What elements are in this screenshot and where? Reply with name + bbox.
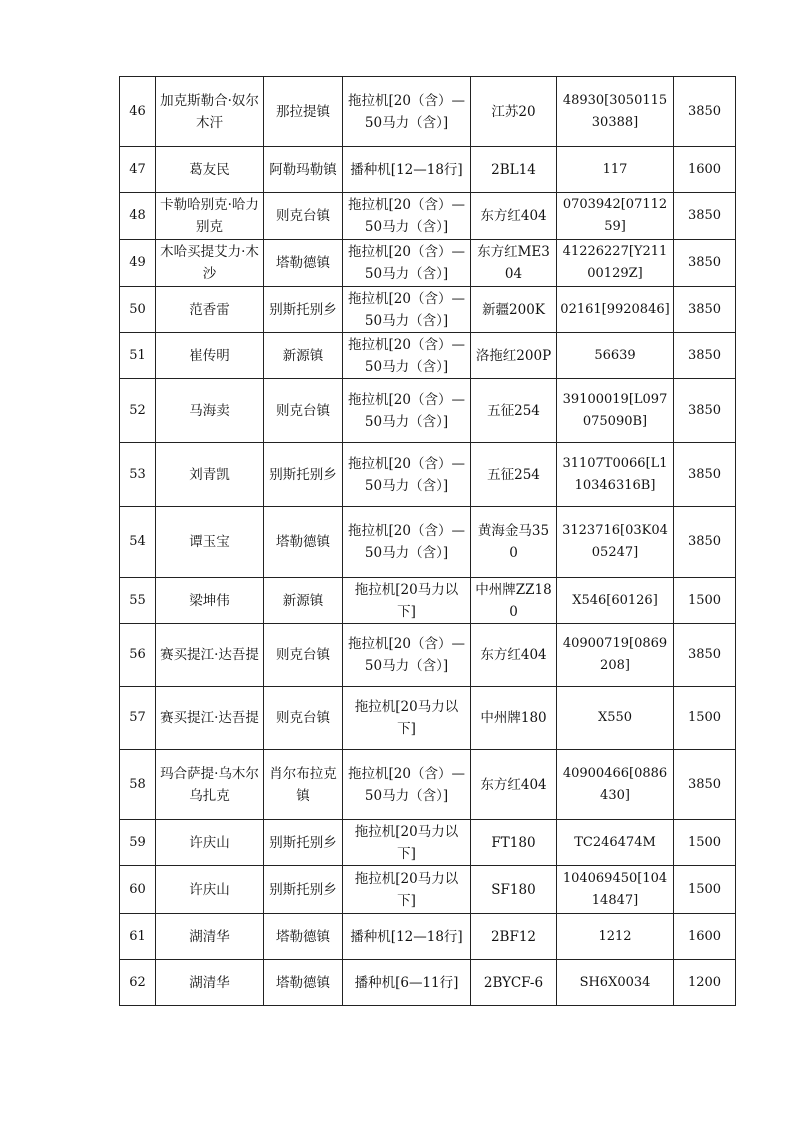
subsidy-amount-cell: 3850 [674,77,736,147]
serial-number-cell: 1212 [557,914,674,960]
model-cell: 五征254 [471,379,557,443]
subsidy-amount-cell: 3850 [674,379,736,443]
owner-name-cell: 玛合萨提·乌木尔乌扎克 [156,750,264,820]
machine-type-cell: 拖拉机[20（含）—50马力（含）] [343,507,471,578]
table-row [120,443,736,507]
row-number-cell: 55 [120,578,156,624]
machine-type-cell: 拖拉机[20（含）—50马力（含）] [343,287,471,333]
serial-number-cell: 02161[9920846] [557,287,674,333]
subsidy-amount-cell: 3850 [674,624,736,687]
serial-number-cell: X546[60126] [557,578,674,624]
machine-type-cell: 拖拉机[20（含）—50马力（含）] [343,333,471,379]
table-row [120,914,736,960]
row-number-cell: 47 [120,147,156,193]
owner-name-cell: 湖清华 [156,960,264,1006]
serial-number-cell: 39100019[L097075090B] [557,379,674,443]
town-cell: 肖尔布拉克镇 [264,750,343,820]
subsidy-amount-cell: 3850 [674,507,736,578]
owner-name-cell: 卡勒哈别克·哈力别克 [156,193,264,240]
town-cell: 塔勒德镇 [264,240,343,287]
table-row [120,333,736,379]
machine-type-cell: 拖拉机[20（含）—50马力（含）] [343,240,471,287]
serial-number-cell: SH6X0034 [557,960,674,1006]
row-number-cell: 53 [120,443,156,507]
serial-number-cell: 117 [557,147,674,193]
town-cell: 新源镇 [264,578,343,624]
row-number-cell: 49 [120,240,156,287]
model-cell: 东方红404 [471,193,557,240]
machine-type-cell: 播种机[12—18行] [343,914,471,960]
machine-type-cell: 拖拉机[20（含）—50马力（含）] [343,750,471,820]
machine-type-cell: 拖拉机[20（含）—50马力（含）] [343,193,471,240]
table-row [120,240,736,287]
machine-type-cell: 拖拉机[20（含）—50马力（含）] [343,443,471,507]
owner-name-cell: 赛买提江·达吾提 [156,624,264,687]
row-number-cell: 61 [120,914,156,960]
subsidy-amount-cell: 1500 [674,820,736,866]
table-row [120,624,736,687]
owner-name-cell: 刘青凯 [156,443,264,507]
town-cell: 新源镇 [264,333,343,379]
town-cell: 塔勒德镇 [264,507,343,578]
table-row [120,507,736,578]
town-cell: 别斯托别乡 [264,287,343,333]
town-cell: 别斯托别乡 [264,443,343,507]
model-cell: 东方红ME304 [471,240,557,287]
owner-name-cell: 木哈买提艾力·木沙 [156,240,264,287]
serial-number-cell: X550 [557,687,674,750]
town-cell: 则克台镇 [264,687,343,750]
owner-name-cell: 许庆山 [156,866,264,914]
row-number-cell: 52 [120,379,156,443]
model-cell: 新疆200K [471,287,557,333]
town-cell: 则克台镇 [264,379,343,443]
serial-number-cell: 31107T0066[L110346316B] [557,443,674,507]
owner-name-cell: 赛买提江·达吾提 [156,687,264,750]
owner-name-cell: 加克斯勒合·奴尔木汗 [156,77,264,147]
subsidy-amount-cell: 1600 [674,914,736,960]
row-number-cell: 48 [120,193,156,240]
subsidy-amount-cell: 1500 [674,866,736,914]
subsidy-amount-cell: 3850 [674,443,736,507]
model-cell: 黄海金马350 [471,507,557,578]
owner-name-cell: 葛友民 [156,147,264,193]
serial-number-cell: TC246474M [557,820,674,866]
table-row [120,750,736,820]
model-cell: FT180 [471,820,557,866]
subsidy-amount-cell: 1200 [674,960,736,1006]
model-cell: SF180 [471,866,557,914]
serial-number-cell: 3123716[03K0405247] [557,507,674,578]
row-number-cell: 62 [120,960,156,1006]
machine-type-cell: 播种机[6—11行] [343,960,471,1006]
model-cell: 五征254 [471,443,557,507]
model-cell: 中州牌180 [471,687,557,750]
owner-name-cell: 许庆山 [156,820,264,866]
row-number-cell: 46 [120,77,156,147]
serial-number-cell: 40900466[0886430] [557,750,674,820]
town-cell: 塔勒德镇 [264,960,343,1006]
serial-number-cell: 56639 [557,333,674,379]
subsidy-amount-cell: 3850 [674,750,736,820]
row-number-cell: 58 [120,750,156,820]
owner-name-cell: 湖清华 [156,914,264,960]
row-number-cell: 51 [120,333,156,379]
row-number-cell: 50 [120,287,156,333]
machine-type-cell: 拖拉机[20（含）—50马力（含）] [343,379,471,443]
town-cell: 则克台镇 [264,193,343,240]
model-cell: 2BYCF-6 [471,960,557,1006]
serial-number-cell: 41226227[Y21100129Z] [557,240,674,287]
town-cell: 阿勒玛勒镇 [264,147,343,193]
row-number-cell: 57 [120,687,156,750]
serial-number-cell: 48930[305011530388] [557,77,674,147]
model-cell: 中州牌ZZ180 [471,578,557,624]
subsidy-amount-cell: 1500 [674,687,736,750]
row-number-cell: 54 [120,507,156,578]
table-row [120,820,736,866]
machine-type-cell: 拖拉机[20马力以下] [343,820,471,866]
subsidy-amount-cell: 1600 [674,147,736,193]
machine-type-cell: 播种机[12—18行] [343,147,471,193]
model-cell: 2BF12 [471,914,557,960]
table-row [120,687,736,750]
table-row [120,193,736,240]
town-cell: 则克台镇 [264,624,343,687]
subsidy-amount-cell: 3850 [674,193,736,240]
row-number-cell: 59 [120,820,156,866]
machine-type-cell: 拖拉机[20马力以下] [343,866,471,914]
row-number-cell: 56 [120,624,156,687]
serial-number-cell: 40900719[0869208] [557,624,674,687]
owner-name-cell: 范香雷 [156,287,264,333]
subsidy-amount-cell: 3850 [674,333,736,379]
machine-type-cell: 拖拉机[20马力以下] [343,687,471,750]
town-cell: 塔勒德镇 [264,914,343,960]
machine-type-cell: 拖拉机[20马力以下] [343,578,471,624]
owner-name-cell: 崔传明 [156,333,264,379]
model-cell: 东方红404 [471,750,557,820]
subsidy-amount-cell: 3850 [674,240,736,287]
model-cell: 江苏20 [471,77,557,147]
town-cell: 别斯托别乡 [264,820,343,866]
serial-number-cell: 104069450[10414847] [557,866,674,914]
table-row [120,960,736,1006]
owner-name-cell: 谭玉宝 [156,507,264,578]
machine-type-cell: 拖拉机[20（含）—50马力（含）] [343,624,471,687]
model-cell: 2BL14 [471,147,557,193]
machine-type-cell: 拖拉机[20（含）—50马力（含）] [343,77,471,147]
table-row [120,866,736,914]
owner-name-cell: 梁坤伟 [156,578,264,624]
subsidy-table [119,76,736,1006]
town-cell: 那拉提镇 [264,77,343,147]
model-cell: 洛拖红200P [471,333,557,379]
table-row [120,77,736,147]
table-row [120,578,736,624]
owner-name-cell: 马海卖 [156,379,264,443]
table-row [120,147,736,193]
subsidy-amount-cell: 1500 [674,578,736,624]
town-cell: 别斯托别乡 [264,866,343,914]
serial-number-cell: 0703942[0711259] [557,193,674,240]
table-body [120,77,736,1006]
row-number-cell: 60 [120,866,156,914]
table-row [120,379,736,443]
table-row [120,287,736,333]
subsidy-amount-cell: 3850 [674,287,736,333]
model-cell: 东方红404 [471,624,557,687]
